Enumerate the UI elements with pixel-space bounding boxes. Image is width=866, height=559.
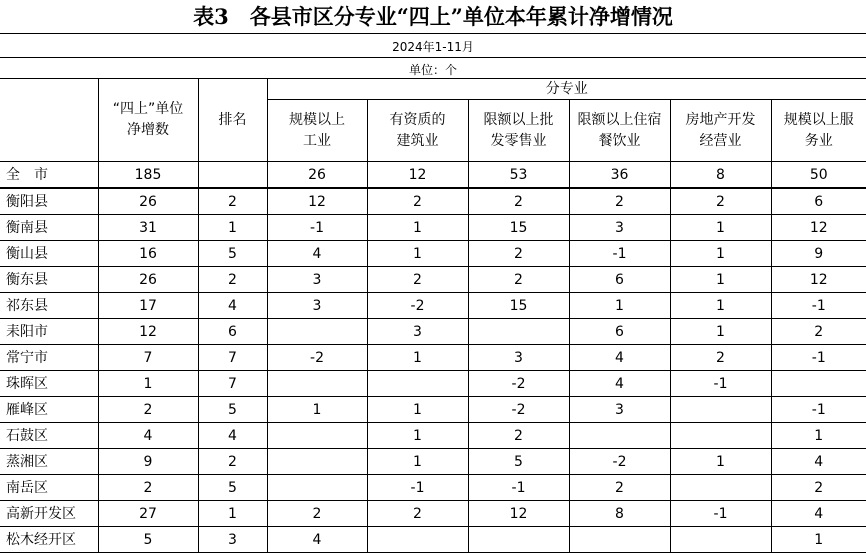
value-cell: 15 bbox=[468, 215, 569, 241]
rank-cell: 5 bbox=[198, 241, 267, 267]
table-row bbox=[0, 475, 866, 501]
value-cell: 2 bbox=[771, 319, 866, 345]
value-cell bbox=[670, 423, 771, 449]
value-cell: 6 bbox=[569, 267, 670, 293]
value-cell: 2 bbox=[670, 345, 771, 371]
value-cell: 3 bbox=[468, 345, 569, 371]
value-cell: 6 bbox=[569, 319, 670, 345]
value-cell: 2 bbox=[569, 188, 670, 215]
table-row bbox=[0, 527, 866, 553]
value-cell: 2 bbox=[267, 501, 367, 527]
table-row bbox=[0, 345, 866, 371]
table-row bbox=[0, 423, 866, 449]
value-cell: 1 bbox=[771, 423, 866, 449]
net-increase-cell: 16 bbox=[98, 241, 198, 267]
value-cell: -2 bbox=[367, 293, 468, 319]
row-name: 石鼓区 bbox=[0, 423, 98, 449]
value-cell: 4 bbox=[771, 501, 866, 527]
rank-cell: 1 bbox=[198, 501, 267, 527]
unit-label: 单位：个 bbox=[408, 63, 457, 77]
value-cell: 9 bbox=[771, 241, 866, 267]
value-cell bbox=[468, 527, 569, 553]
value-cell: 1 bbox=[670, 215, 771, 241]
value-cell: -2 bbox=[468, 371, 569, 397]
value-cell bbox=[267, 423, 367, 449]
value-cell: 2 bbox=[367, 188, 468, 215]
value-cell: 2 bbox=[468, 267, 569, 293]
rank-cell: 2 bbox=[198, 267, 267, 293]
value-cell bbox=[267, 319, 367, 345]
value-cell: -1 bbox=[468, 475, 569, 501]
table-row bbox=[0, 449, 866, 475]
value-cell: 1 bbox=[367, 345, 468, 371]
table-row bbox=[0, 267, 866, 293]
value-cell: 3 bbox=[569, 397, 670, 423]
net-increase-cell: 12 bbox=[98, 319, 198, 345]
value-cell: -1 bbox=[771, 293, 866, 319]
value-cell: -2 bbox=[267, 345, 367, 371]
table-row bbox=[0, 215, 866, 241]
net-increase-cell: 2 bbox=[98, 397, 198, 423]
value-cell: 12 bbox=[771, 267, 866, 293]
rank-cell: 4 bbox=[198, 423, 267, 449]
row-name: 高新开发区 bbox=[0, 501, 98, 527]
header-category: 限额以上批发零售业 bbox=[468, 100, 569, 162]
value-cell: 5 bbox=[468, 449, 569, 475]
statistics-table bbox=[0, 78, 866, 553]
value-cell: -2 bbox=[468, 397, 569, 423]
value-cell: 36 bbox=[569, 162, 670, 189]
value-cell bbox=[367, 371, 468, 397]
value-cell: -1 bbox=[670, 371, 771, 397]
value-cell bbox=[771, 371, 866, 397]
value-cell: 1 bbox=[670, 319, 771, 345]
value-cell bbox=[670, 397, 771, 423]
value-cell: 2 bbox=[367, 501, 468, 527]
rank-cell: 7 bbox=[198, 371, 267, 397]
value-cell: 1 bbox=[670, 241, 771, 267]
value-cell bbox=[569, 423, 670, 449]
net-increase-cell: 9 bbox=[98, 449, 198, 475]
value-cell: 3 bbox=[267, 293, 367, 319]
row-name: 南岳区 bbox=[0, 475, 98, 501]
rank-cell: 1 bbox=[198, 215, 267, 241]
value-cell: -1 bbox=[267, 215, 367, 241]
value-cell: 2 bbox=[771, 475, 866, 501]
rank-cell: 5 bbox=[198, 397, 267, 423]
value-cell: 3 bbox=[367, 319, 468, 345]
value-cell: 1 bbox=[367, 215, 468, 241]
value-cell: -1 bbox=[367, 475, 468, 501]
value-cell: 12 bbox=[771, 215, 866, 241]
table-row bbox=[0, 371, 866, 397]
value-cell: 1 bbox=[267, 397, 367, 423]
title-underline bbox=[0, 33, 866, 34]
header-category: 规模以上工业 bbox=[267, 100, 367, 162]
value-cell: -1 bbox=[569, 241, 670, 267]
value-cell: 12 bbox=[367, 162, 468, 189]
value-cell: 1 bbox=[569, 293, 670, 319]
value-cell: -1 bbox=[771, 397, 866, 423]
row-name: 祁东县 bbox=[0, 293, 98, 319]
value-cell: 1 bbox=[367, 423, 468, 449]
row-name: 衡东县 bbox=[0, 267, 98, 293]
net-increase-cell: 4 bbox=[98, 423, 198, 449]
row-name: 衡南县 bbox=[0, 215, 98, 241]
net-increase-cell: 2 bbox=[98, 475, 198, 501]
header-blank bbox=[0, 79, 98, 162]
header-net-increase: “四上”单位净增数 bbox=[98, 79, 198, 162]
header-rank: 排名 bbox=[198, 79, 267, 162]
value-cell: 8 bbox=[670, 162, 771, 189]
header-by-sector: 分专业 bbox=[267, 79, 866, 100]
net-increase-cell: 17 bbox=[98, 293, 198, 319]
rank-cell: 3 bbox=[198, 527, 267, 553]
value-cell bbox=[267, 371, 367, 397]
value-cell: 2 bbox=[670, 188, 771, 215]
table-title: 表3 各县市区分专业“四上”单位本年累计净增情况 bbox=[193, 4, 673, 29]
row-name: 蒸湘区 bbox=[0, 449, 98, 475]
net-increase-cell: 1 bbox=[98, 371, 198, 397]
value-cell: 2 bbox=[367, 267, 468, 293]
value-cell: 4 bbox=[569, 345, 670, 371]
value-cell: 50 bbox=[771, 162, 866, 189]
header-category: 规模以上服务业 bbox=[771, 100, 866, 162]
header-category: 有资质的建筑业 bbox=[367, 100, 468, 162]
value-cell: 2 bbox=[468, 423, 569, 449]
rank-cell: 6 bbox=[198, 319, 267, 345]
header-category: 限额以上住宿餐饮业 bbox=[569, 100, 670, 162]
net-increase-cell: 31 bbox=[98, 215, 198, 241]
table-row bbox=[0, 319, 866, 345]
value-cell: 2 bbox=[468, 188, 569, 215]
value-cell: 53 bbox=[468, 162, 569, 189]
value-cell bbox=[569, 527, 670, 553]
value-cell: 15 bbox=[468, 293, 569, 319]
value-cell: 1 bbox=[670, 267, 771, 293]
value-cell: -1 bbox=[670, 501, 771, 527]
row-name: 常宁市 bbox=[0, 345, 98, 371]
table-row bbox=[0, 188, 866, 215]
row-name: 衡山县 bbox=[0, 241, 98, 267]
value-cell bbox=[468, 319, 569, 345]
value-cell: 4 bbox=[569, 371, 670, 397]
value-cell: 6 bbox=[771, 188, 866, 215]
table-row bbox=[0, 501, 866, 527]
row-name: 雁峰区 bbox=[0, 397, 98, 423]
period-divider bbox=[0, 57, 866, 58]
value-cell: -1 bbox=[771, 345, 866, 371]
value-cell: 4 bbox=[771, 449, 866, 475]
value-cell bbox=[670, 527, 771, 553]
table-row bbox=[0, 293, 866, 319]
net-increase-cell: 185 bbox=[98, 162, 198, 189]
rank-cell: 7 bbox=[198, 345, 267, 371]
value-cell bbox=[267, 449, 367, 475]
row-name: 珠晖区 bbox=[0, 371, 98, 397]
value-cell: 3 bbox=[267, 267, 367, 293]
value-cell bbox=[267, 475, 367, 501]
table-row bbox=[0, 241, 866, 267]
rank-cell: 4 bbox=[198, 293, 267, 319]
row-name: 松木经开区 bbox=[0, 527, 98, 553]
value-cell: 1 bbox=[670, 293, 771, 319]
value-cell: 12 bbox=[267, 188, 367, 215]
rank-cell: 5 bbox=[198, 475, 267, 501]
value-cell: 1 bbox=[670, 449, 771, 475]
rank-cell: 2 bbox=[198, 188, 267, 215]
value-cell: -2 bbox=[569, 449, 670, 475]
net-increase-cell: 7 bbox=[98, 345, 198, 371]
value-cell: 1 bbox=[367, 397, 468, 423]
value-cell: 2 bbox=[569, 475, 670, 501]
value-cell: 1 bbox=[367, 449, 468, 475]
table-row bbox=[0, 397, 866, 423]
row-name: 耒阳市 bbox=[0, 319, 98, 345]
value-cell bbox=[670, 475, 771, 501]
header-category: 房地产开发经营业 bbox=[670, 100, 771, 162]
value-cell: 3 bbox=[569, 215, 670, 241]
value-cell: 26 bbox=[267, 162, 367, 189]
value-cell: 4 bbox=[267, 527, 367, 553]
net-increase-cell: 5 bbox=[98, 527, 198, 553]
net-increase-cell: 27 bbox=[98, 501, 198, 527]
value-cell bbox=[367, 527, 468, 553]
value-cell: 4 bbox=[267, 241, 367, 267]
rank-cell bbox=[198, 162, 267, 189]
value-cell: 8 bbox=[569, 501, 670, 527]
value-cell: 12 bbox=[468, 501, 569, 527]
period-label: 2024年1-11月 bbox=[392, 40, 474, 54]
rank-cell: 2 bbox=[198, 449, 267, 475]
value-cell: 2 bbox=[468, 241, 569, 267]
row-name: 衡阳县 bbox=[0, 188, 98, 215]
value-cell: 1 bbox=[771, 527, 866, 553]
value-cell: 1 bbox=[367, 241, 468, 267]
total-row bbox=[0, 162, 866, 189]
net-increase-cell: 26 bbox=[98, 267, 198, 293]
row-name: 全 市 bbox=[0, 162, 98, 189]
net-increase-cell: 26 bbox=[98, 188, 198, 215]
